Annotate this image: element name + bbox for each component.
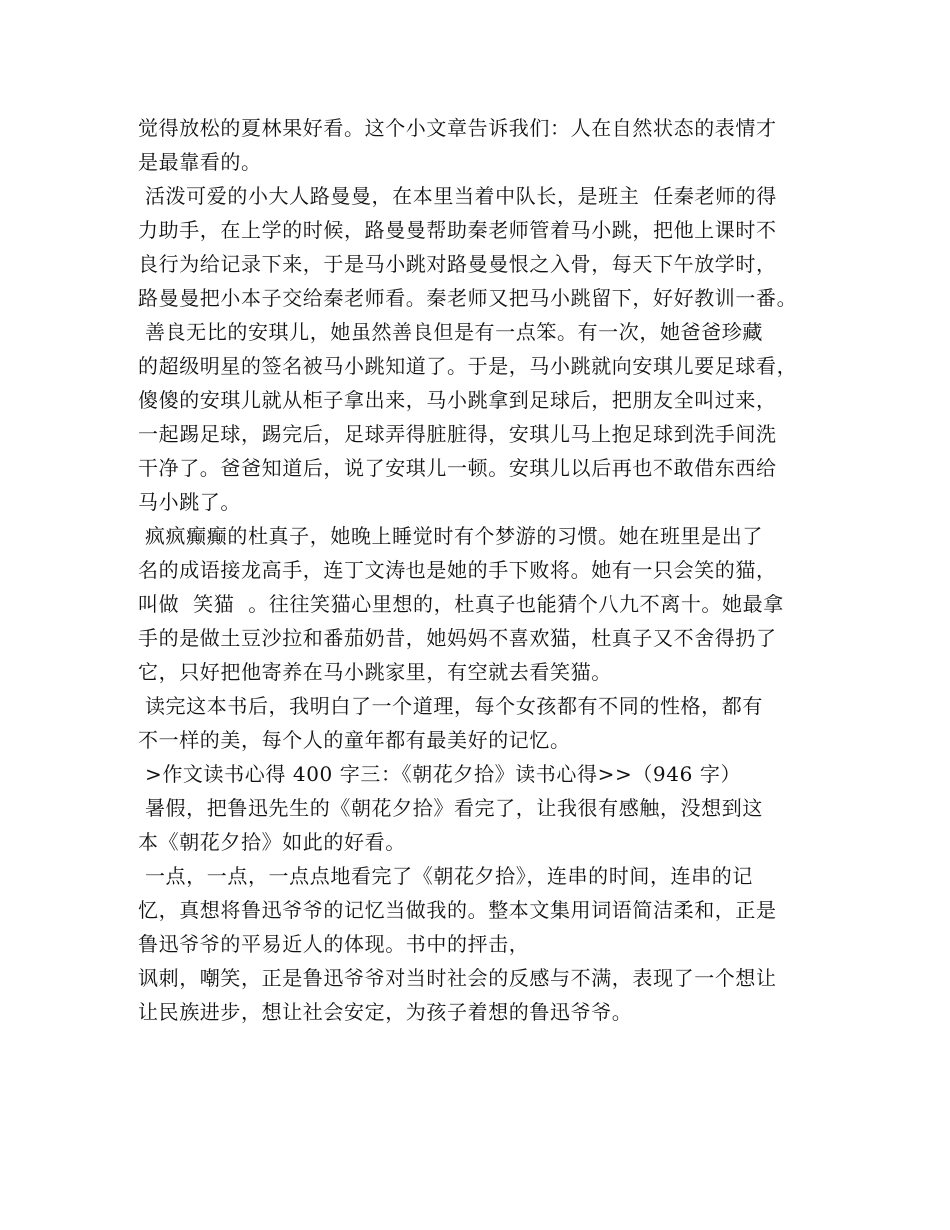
text-line: 讽刺，嘲笑，正是鲁迅爷爷对当时社会的反感与不满，表现了一个想让 <box>138 966 777 990</box>
text-line: 马小跳了。 <box>138 490 241 514</box>
text-line: 名的成语接龙高手，连丁文涛也是她的手下败将。她有一只会笑的猫， <box>138 558 777 582</box>
section-heading: >作文读书心得 400 字三：《朝花夕拾》读书心得>>（946 字） <box>138 762 742 786</box>
text-line: 不一样的美，每个人的童年都有最美好的记忆。 <box>138 728 571 752</box>
text-line: 一起踢足球，踢完后，足球弄得脏脏得，安琪儿马上抱足球到洗手间洗 <box>138 422 777 446</box>
text-line: 力助手，在上学的时候，路曼曼帮助秦老师管着马小跳，把他上课时不 <box>138 218 777 242</box>
text-line: 干净了。爸爸知道后，说了安琪儿一顿。安琪儿以后再也不敢借东西给 <box>138 456 777 480</box>
text-line: 暑假，把鲁迅先生的《朝花夕拾》看完了，让我很有感触，没想到这 <box>138 796 763 820</box>
body-text <box>138 111 838 1029</box>
text-line: 良行为给记录下来，于是马小跳对路曼曼恨之入骨，每天下午放学时， <box>138 252 777 276</box>
text-line: 傻傻的安琪儿就从柜子拿出来，马小跳拿到足球后，把朋友全叫过来， <box>138 388 777 412</box>
text-line: 鲁迅爷爷的平易近人的体现。书中的抨击， <box>138 932 530 956</box>
text-line: 手的是做土豆沙拉和番茄奶昔，她妈妈不喜欢猫，杜真子又不舍得扔了 <box>138 626 777 650</box>
text-line: 路曼曼把小本子交给秦老师看。秦老师又把马小跳留下，好好教训一番。 <box>138 286 798 310</box>
text-line: 叫做 笑猫 。往往笑猫心里想的，杜真子也能猜个八九不离十。她最拿 <box>138 592 784 616</box>
text-line: 一点，一点，一点点地看完了《朝花夕拾》，连串的时间，连串的记 <box>138 864 753 888</box>
text-line: 疯疯癫癫的杜真子，她晚上睡觉时有个梦游的习惯。她在班里是出了 <box>138 524 763 548</box>
text-line: 忆，真想将鲁迅爷爷的记忆当做我的。整本文集用词语简洁柔和，正是 <box>138 898 777 922</box>
text-line: 活泼可爱的小大人路曼曼，在本里当着中队长，是班主 任秦老师的得 <box>138 184 777 208</box>
text-line: 它，只好把他寄养在马小跳家里，有空就去看笑猫。 <box>138 660 612 684</box>
text-line: 觉得放松的夏林果好看。这个小文章告诉我们：人在自然状态的表情才 <box>138 116 777 140</box>
text-line: 善良无比的安琪儿，她虽然善良但是有一点笨。有一次，她爸爸珍藏 <box>138 320 763 344</box>
text-line: 的超级明星的签名被马小跳知道了。于是，马小跳就向安琪儿要足球看， <box>138 354 798 378</box>
text-line: 本《朝花夕拾》如此的好看。 <box>138 830 406 854</box>
text-line: 是最靠看的。 <box>138 150 262 174</box>
text-line: 读完这本书后，我明白了一个道理，每个女孩都有不同的性格，都有 <box>138 694 763 718</box>
text-line: 让民族进步，想让社会安定，为孩子着想的鲁迅爷爷。 <box>138 1000 633 1024</box>
